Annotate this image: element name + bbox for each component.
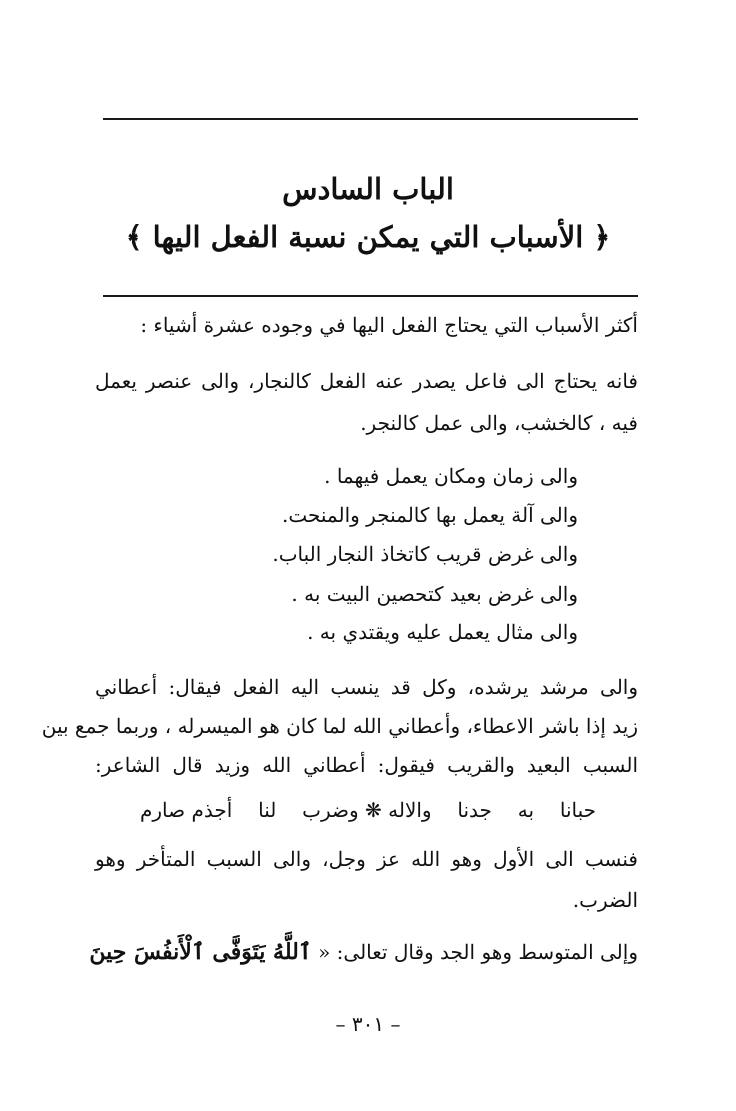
top-rule [103, 118, 638, 120]
page-number: – ٣٠١ – [335, 1012, 401, 1036]
verse-word: حبانا [559, 798, 596, 822]
text-line-10: زيد إذا باشر الاعطاء، وأعطاني الله لما كان هو الميسرله ، وربما جمع بين [41, 714, 638, 738]
quran-text: ٱللَّهُ يَتَوَفَّى ٱلْأَنفُسَ حِينَ [89, 939, 312, 965]
verse-word: لنا [258, 798, 277, 822]
text-line-14: الضرب. [572, 888, 638, 912]
verse-word: جدنا [457, 798, 492, 822]
text-line-1: أكثر الأسباب التي يحتاج الفعل اليها في وجوده عشرة أشياء : [140, 313, 638, 337]
quran-quote-line [89, 941, 638, 963]
quote-intro: وإلى المتوسط وهو الجد وقال تعالى: « [318, 940, 638, 964]
verse-word: والاله ❋ وضرب [302, 798, 432, 822]
verse-word: به [517, 798, 535, 822]
verse-word: أجذم صارم [140, 798, 233, 822]
poetry-verse [140, 798, 596, 822]
text-line-6: والى غرض قريب كاتخاذ النجار الباب. [272, 542, 578, 566]
chapter-subtitle: ﴿ الأسباب التي يمكن نسبة الفعل اليها ﴾ [125, 220, 611, 254]
text-line-7: والى غرض بعيد كتحصين البيت به . [291, 582, 578, 606]
text-line-2: فانه يحتاج الى فاعل يصدر عنه الفعل كالنجار، والى عنصر يعمل [95, 369, 638, 393]
text-line-13: فنسب الى الأول وهو الله عز وجل، والى السبب المتأخر وهو [95, 847, 638, 871]
chapter-title: الباب السادس [282, 172, 454, 206]
text-line-8: والى مثال يعمل عليه ويقتدي به . [307, 620, 578, 644]
text-line-4: والى زمان ومكان يعمل فيهما . [324, 464, 578, 488]
text-line-11: السبب البعيد والقريب فيقول: أعطاني الله وزيد قال الشاعر: [95, 753, 638, 777]
text-line-3: فيه ، كالخشب، والى عمل كالنجر. [360, 411, 638, 435]
text-line-9: والى مرشد يرشده، وكل قد ينسب اليه الفعل فيقال: أعطاني [95, 675, 638, 699]
section-rule [103, 295, 638, 297]
text-line-5: والى آلة يعمل بها كالمنجر والمنحت. [281, 503, 578, 527]
